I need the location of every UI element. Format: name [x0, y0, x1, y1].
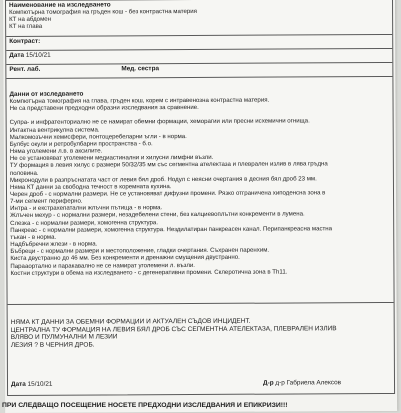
conclusion-section	[8, 303, 394, 393]
conclusion-line: ВЛЯВО И ПУЛМУНАЛНИ М ЛЕЗИИ	[10, 333, 118, 342]
nurse-label: Мед. сестра	[121, 65, 160, 73]
signature-date	[11, 381, 53, 388]
date-value: 15/10/21	[25, 51, 51, 59]
report-table	[5, 0, 395, 396]
results-line: Интра - и екстрахепатални жлъчни пътища - в норма.	[10, 204, 163, 213]
request-item: КТ на глава	[9, 23, 43, 31]
request-header: Наименование на изследването	[9, 1, 111, 9]
contrast-label: Контраст	[9, 37, 39, 45]
signature-doctor-label: Д-р	[262, 379, 274, 387]
results-line: Малкомозъчни хемисфери, понтоцеребеларни ъгли - в норма.	[9, 132, 187, 141]
results-line: Черен дроб - с нормални размери. Не се установяват дифузни промени. Рязко отграничена хиподенсна зона в	[9, 189, 326, 198]
signature-doctor	[263, 379, 341, 387]
results-section	[6, 77, 393, 305]
conclusion-line: ЦЕНТРАЛНА ТУ ФОРМАЦИЯ НА ЛЕВИЯ БЯЛ ДРОБ СЪС СЕГМЕНТНА АТЕЛЕКТАЗА, ПЛЕВРАЛЕН ИЗЛИВ	[10, 324, 337, 334]
results-line: Жлъчен мехур - с нормални размери, незадебелени стени, без калциевоплътни конкременти в лумена.	[10, 210, 305, 220]
results-body	[10, 96, 391, 277]
results-line: Бъбреци - с нормални размери и местоположение, гладки очертания. Съхранен паренхим.	[10, 246, 270, 256]
results-line: Булбус окули и ретробулбарни пространства - б.о.	[9, 140, 153, 148]
results-line: Не се установяват уголемени медиастинални и хилусни лимфни възли.	[9, 154, 214, 163]
results-line: Няма КТ данни за свободна течност в коремната кухина.	[9, 182, 172, 191]
results-line: 7-ми сегмент периферно.	[10, 197, 83, 206]
results-line: Костни структури в обема на изследването - с дегенеративни промени. Склеротична зона в Th11.	[10, 268, 288, 277]
results-line: половина.	[9, 169, 39, 177]
results-line: Надбъбречни жлези - в норма.	[10, 240, 98, 249]
results-title: Данни от изследването	[9, 90, 84, 98]
signature-date-value: 15/10/21	[27, 380, 53, 388]
conclusion-body	[11, 317, 391, 349]
results-line: Компютърна томография на глава, гръден кош, корем с интравенозна контрастна материя.	[9, 96, 270, 106]
request-item: Компютърна томография на гръден кош - без контрастна материя	[9, 8, 197, 17]
results-line: Няма уголемени л.в. в аксилите.	[9, 147, 103, 155]
results-line: Парааортално и паракавално не се намират уголемени л. възли.	[10, 261, 196, 270]
results-line: Не са представени предходни образни изследвания за сравнение.	[9, 104, 199, 113]
request-section	[6, 0, 392, 37]
results-line: тъкан - в норма.	[10, 233, 57, 241]
conclusion-line: ЛЕЗИЯ ? В ЧЕРНИЯ ДРОБ.	[10, 341, 95, 349]
results-line: Интактна вентрикулна система.	[9, 126, 100, 134]
results-line: Панкреас - с нормални размери, хомогенна структура. Нездилатиран панкреасен канал. Перипанкреасна мастна	[10, 225, 333, 234]
signature-doctor-name: д-р Габриела Алексов	[275, 379, 342, 387]
request-item: КТ на абдомен	[9, 15, 52, 24]
results-line: Супра- и инфратенториално не се намират обемни формации, хеморагии или пресни исхемични огнища.	[9, 117, 310, 127]
results-line: Киста двустранно до 46 мм. Без конкременти и дренажни смущения двустранно.	[10, 254, 240, 263]
date-label: Дата	[9, 51, 25, 59]
results-line: Микронодули в разпръснатата част от левия бял дроб. Нодул с неясни очертания в десния бял дроб 23 мм.	[9, 175, 317, 184]
conclusion-line: НЯМА КТ ДАННИ ЗА ОБЕМНИ ФОРМАЦИИ И АКТУАЛЕН СЪДОВ ИНЦИДЕНТ.	[10, 317, 251, 326]
rentgen-label: Рент. лаб.	[9, 65, 41, 73]
contrast-row: Контраст:	[6, 35, 392, 51]
footer-notice: ПРИ СЛЕДВАЩО ПОСЕЩЕНИЕ НОСЕТЕ ПРЕДХОДНИ ИЗСЛЕДВАНИЯ И ЕПИКРИЗИ!!!	[2, 402, 288, 409]
report-sheet	[3, 0, 397, 413]
results-line: ТУ формация в левия хилус с размери 50/32/35 мм със сегментна ателектаза и плеврален излив в лява гръдна	[9, 160, 328, 170]
results-line: Слезка - с нормални размери, хомогенна структура.	[10, 218, 159, 227]
signature-date-label: Дата	[10, 380, 26, 388]
